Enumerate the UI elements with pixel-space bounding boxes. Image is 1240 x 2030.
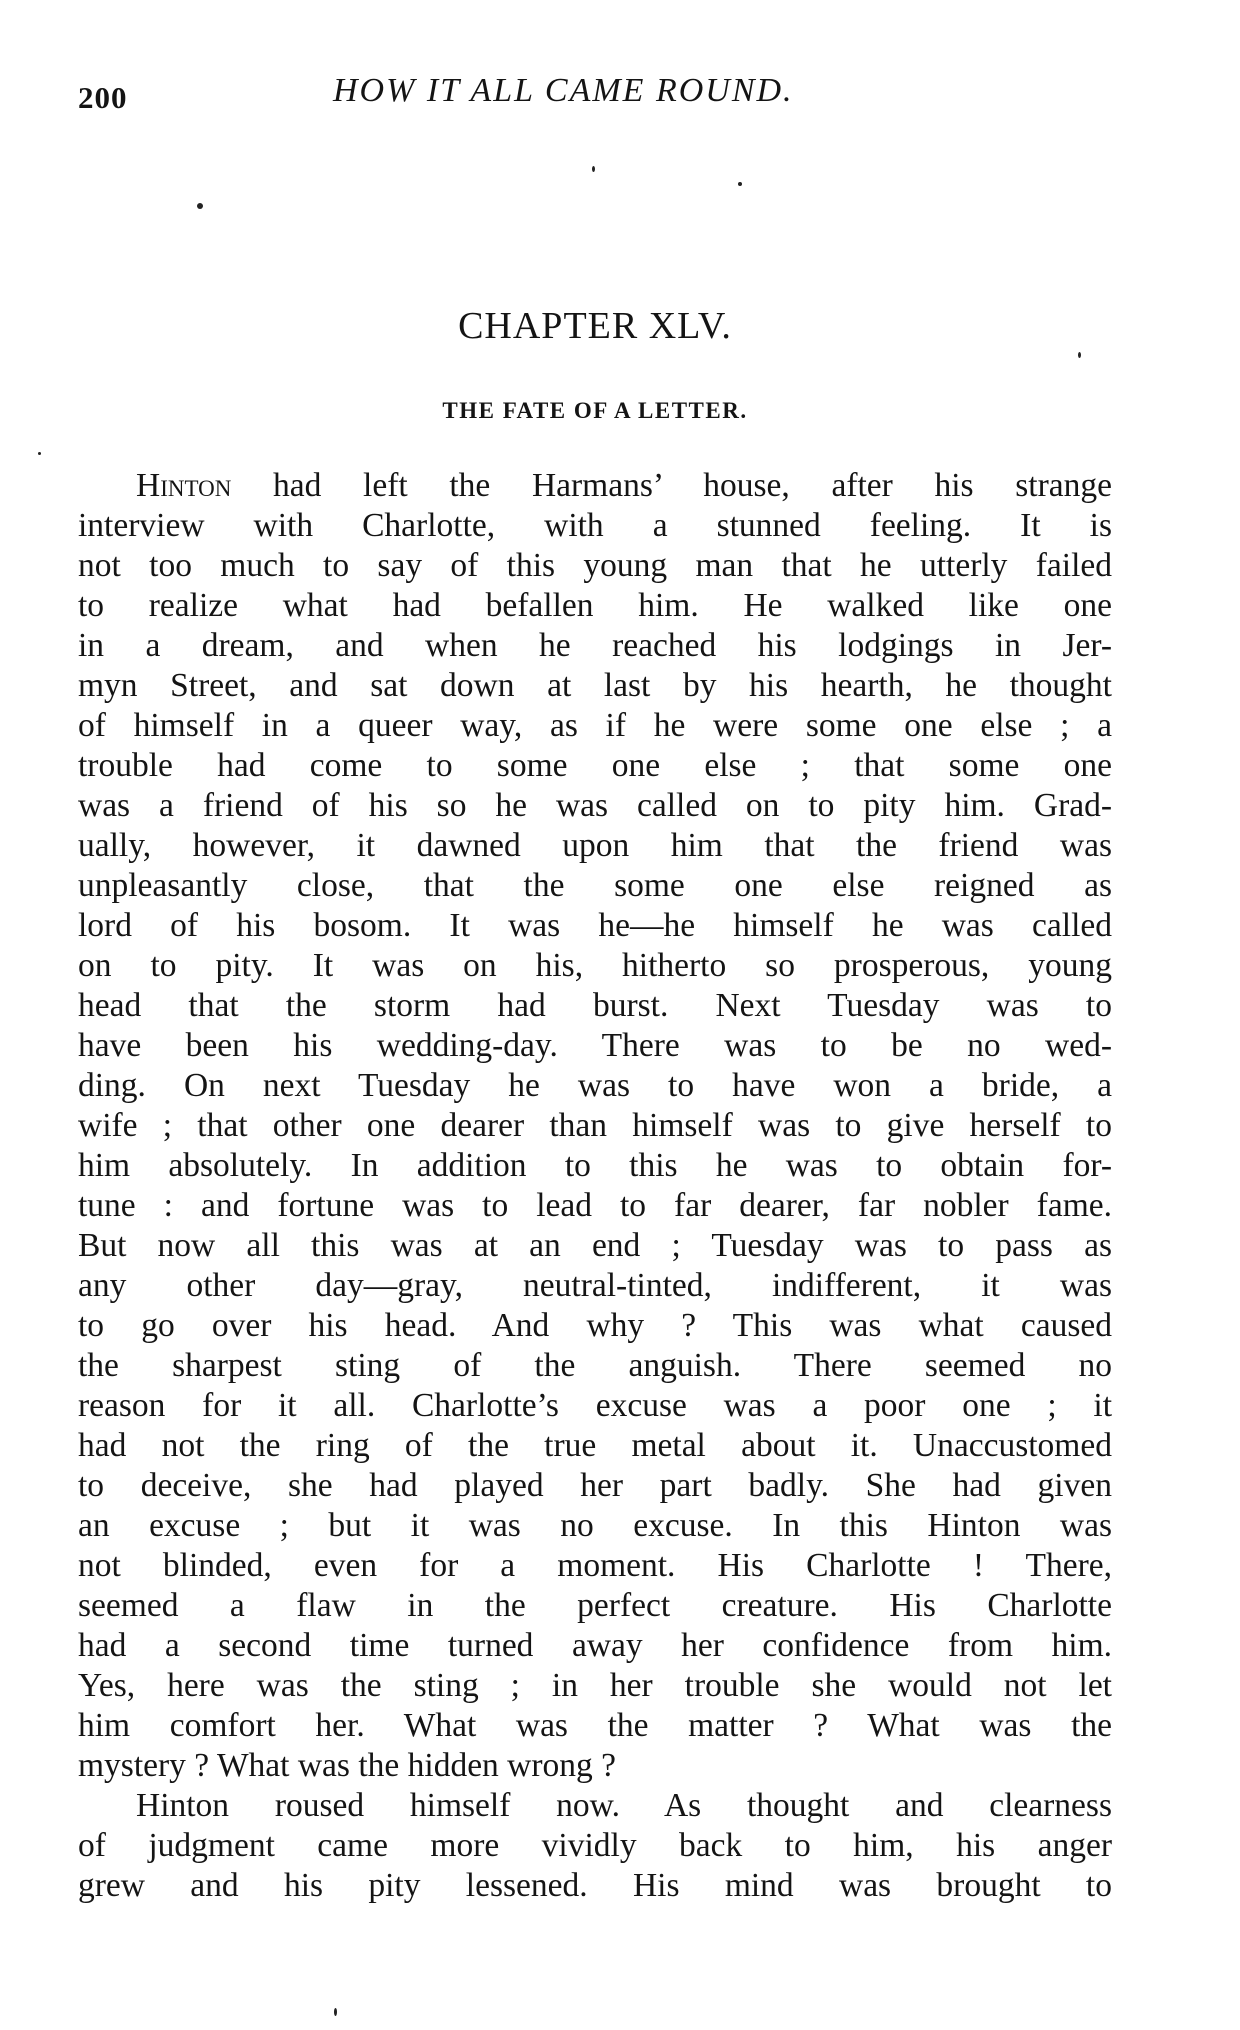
text-line: of judgment came more vividly back to him, his anger	[78, 1827, 1112, 1864]
scan-speck	[1078, 352, 1081, 358]
running-title: HOW IT ALL CAME ROUND.	[333, 72, 794, 109]
text-line: had not the ring of the true metal about it. Unaccustomed	[78, 1427, 1112, 1464]
text-line: had a second time turned away her confidence from him.	[78, 1627, 1112, 1664]
text-line: But now all this was at an end ; Tuesday was to pass as	[78, 1227, 1112, 1264]
text-line: the sharpest sting of the anguish. There seemed no	[78, 1347, 1112, 1384]
text-line: on to pity. It was on his, hitherto so prosperous, young	[78, 947, 1112, 984]
text-line: trouble had come to some one else ; that some one	[78, 747, 1112, 784]
text-line: head that the storm had burst. Next Tuesday was to	[78, 987, 1112, 1024]
scan-speck	[38, 452, 41, 455]
text-line: not too much to say of this young man that he utterly failed	[78, 547, 1112, 584]
page-header	[78, 72, 1118, 122]
text-line: was a friend of his so he was called on to pity him. Grad-	[78, 787, 1112, 824]
text-line: him absolutely. In addition to this he was to obtain for-	[78, 1147, 1112, 1184]
text-line: tune : and fortune was to lead to far dearer, far nobler fame.	[78, 1187, 1112, 1224]
text-line: Hinton had left the Harmans’ house, after his strange	[136, 467, 1112, 504]
scan-speck	[592, 166, 595, 172]
text-line: any other day—gray, neutral-tinted, indifferent, it was	[78, 1267, 1112, 1304]
body-text	[78, 466, 1112, 1906]
scan-speck	[738, 182, 742, 186]
text-line: grew and his pity lessened. His mind was brought to	[78, 1867, 1112, 1904]
text-line: have been his wedding-day. There was to be no wed-	[78, 1027, 1112, 1064]
text-line: seemed a flaw in the perfect creature. His Charlotte	[78, 1587, 1112, 1624]
page-number: 200	[78, 80, 128, 115]
text-line: reason for it all. Charlotte’s excuse was a poor one ; it	[78, 1387, 1112, 1424]
text-line: wife ; that other one dearer than himself was to give herself to	[78, 1107, 1112, 1144]
text-line: to go over his head. And why ? This was what caused	[78, 1307, 1112, 1344]
text-line: myn Street, and sat down at last by his hearth, he thought	[78, 667, 1112, 704]
scan-speck	[334, 2008, 337, 2016]
text-line: ually, however, it dawned upon him that the friend was	[78, 827, 1112, 864]
text-line: an excuse ; but it was no excuse. In this Hinton was	[78, 1507, 1112, 1544]
text-line: Yes, here was the sting ; in her trouble she would not let	[78, 1667, 1112, 1704]
text-line: to deceive, she had played her part badly. She had given	[78, 1467, 1112, 1504]
text-line: ding. On next Tuesday he was to have won a bride, a	[78, 1067, 1112, 1104]
scan-speck	[197, 203, 203, 209]
text-line: of himself in a queer way, as if he were some one else ; a	[78, 707, 1112, 744]
text-line: him comfort her. What was the matter ? What was the	[78, 1707, 1112, 1744]
text-line: lord of his bosom. It was he—he himself he was called	[78, 907, 1112, 944]
chapter-title: CHAPTER XLV.	[458, 305, 732, 347]
text-line: interview with Charlotte, with a stunned feeling. It is	[78, 507, 1112, 544]
text-line: Hinton roused himself now. As thought and clearness	[136, 1787, 1112, 1824]
chapter-subtitle: THE FATE OF A LETTER.	[442, 398, 748, 423]
text-line: unpleasantly close, that the some one else reigned as	[78, 867, 1112, 904]
text-line: not blinded, even for a moment. His Charlotte ! There,	[78, 1547, 1112, 1584]
text-line: to realize what had befallen him. He walked like one	[78, 587, 1112, 624]
dropcap-word: Hinton	[136, 467, 232, 504]
text-line: in a dream, and when he reached his lodgings in Jer-	[78, 627, 1112, 664]
text-line: mystery ? What was the hidden wrong ?	[78, 1747, 617, 1784]
